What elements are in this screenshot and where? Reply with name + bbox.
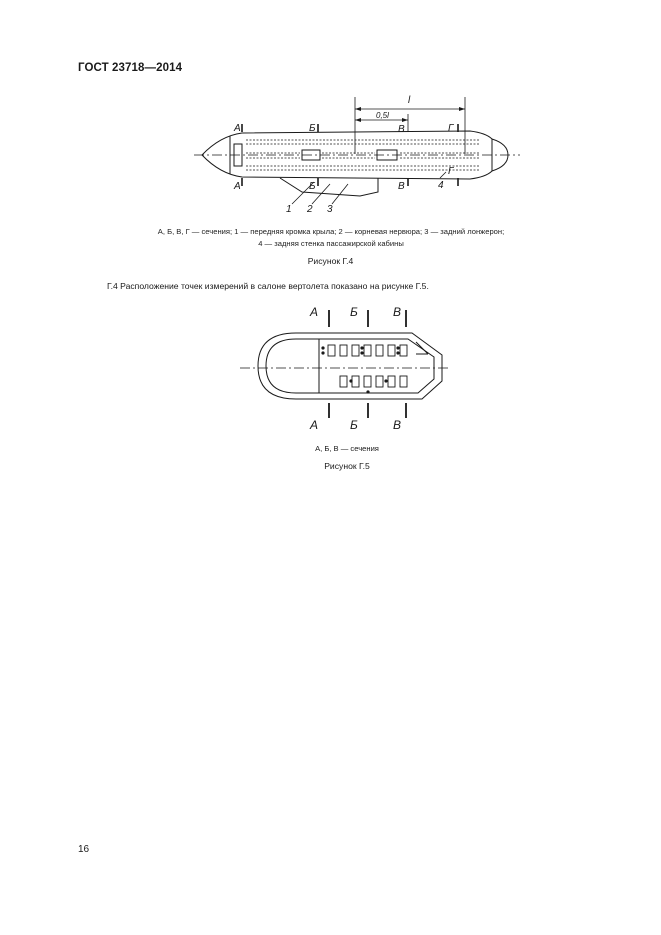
fig5-section-label-v-top: В (393, 305, 402, 319)
figure-4-legend-line-2: 4 — задняя стенка пассажирской кабины (258, 239, 404, 248)
fig5-section-label-b-bottom: Б (350, 418, 358, 432)
section-label-a-bottom: А (234, 181, 241, 192)
callout-1: 1 (286, 204, 292, 215)
section-label-g-bottom: Г (448, 166, 454, 177)
section-label-g-top: Г (448, 123, 454, 134)
dimension-label-l: l (408, 95, 411, 106)
fig5-section-label-v-bottom: В (393, 418, 402, 432)
section-label-b-top: Б (309, 123, 316, 134)
body-paragraph: Г.4 Расположение точек измерений в салоне вертолета показано на рисунке Г.5. (107, 281, 429, 291)
figure-4-airplane-diagram (190, 92, 560, 222)
figure-5-legend: А, Б, В — сечения (315, 444, 379, 453)
section-label-v-top: В (398, 124, 405, 135)
figure-4-caption: Рисунок Г.4 (307, 256, 354, 266)
figure-5-helicopter-diagram (236, 302, 452, 440)
section-label-a-top: А (234, 123, 241, 134)
section-label-v-bottom: В (398, 181, 405, 192)
dimension-label-half-l: 0,5l (376, 111, 389, 120)
fig5-section-label-b-top: Б (350, 305, 358, 319)
fig5-section-label-a-bottom: А (310, 418, 319, 432)
section-label-b-bottom: Б (309, 181, 316, 192)
fig5-section-label-a-top: А (310, 305, 319, 319)
figure-4-legend-line-1: А, Б, В, Г — сечения; 1 — передняя кромка крыла; 2 — корневая нервюра; 3 — задний лонжерон; (157, 227, 505, 236)
figure-5-caption: Рисунок Г.5 (324, 461, 370, 471)
callout-3: 3 (327, 204, 333, 215)
callout-4: 4 (438, 180, 444, 191)
callout-2: 2 (307, 204, 313, 215)
figure-4-legend (100, 226, 562, 250)
page-number: 16 (78, 844, 90, 855)
document-header: ГОСТ 23718—2014 (78, 62, 183, 74)
